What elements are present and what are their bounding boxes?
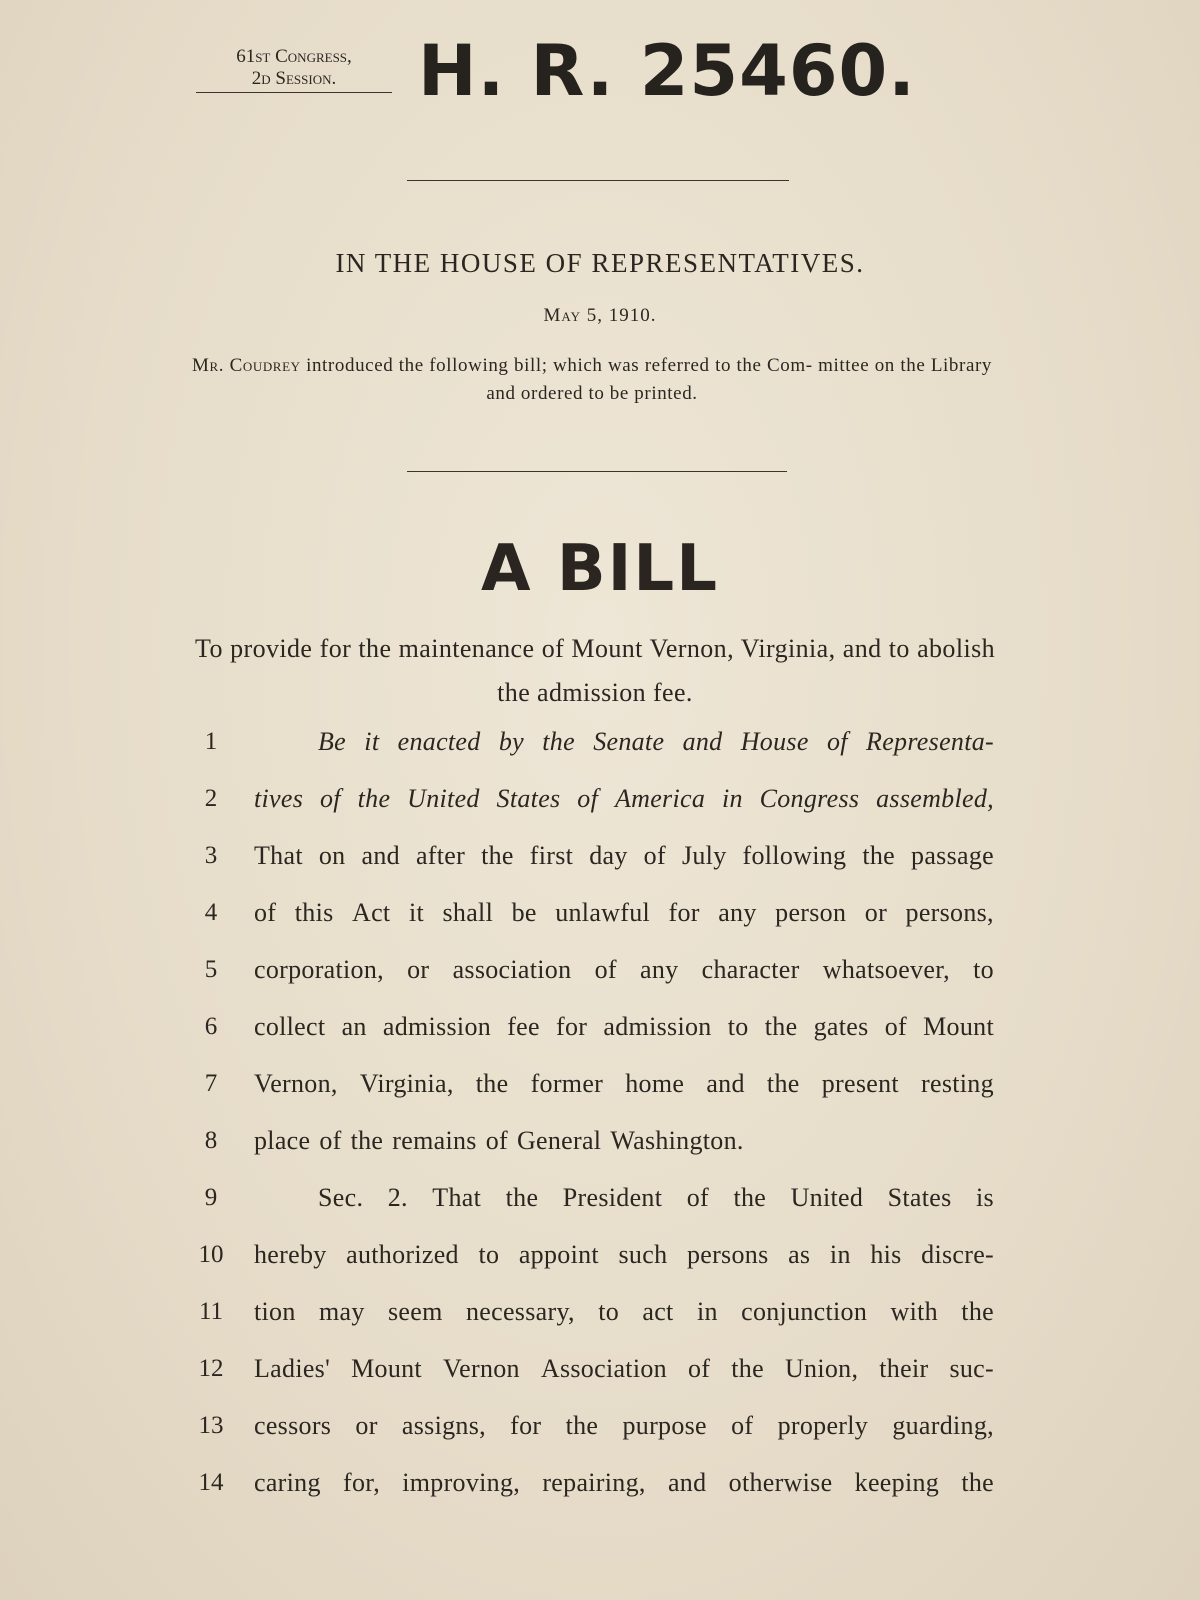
introduction — [192, 352, 992, 408]
line-number: 7 — [204, 1070, 218, 1097]
line-number: 4 — [204, 899, 218, 926]
introduction-line1: introduced the following bill; which was referred to the Com- — [306, 355, 813, 376]
bill-line — [0, 1178, 1200, 1218]
line-text: of this Act it shall be unlawful for any person or persons, — [254, 898, 994, 927]
bill-line — [0, 836, 1200, 876]
line-number: 1 — [204, 728, 218, 755]
bill-line — [0, 779, 1200, 819]
session-block — [196, 46, 392, 93]
line-text: tives of the United States of America in Congress assembled, — [254, 784, 994, 813]
bill-purpose — [195, 627, 995, 715]
bill-line — [0, 1121, 1200, 1161]
bill-line — [0, 950, 1200, 990]
line-text: tion may seem necessary, to act in conjunction with the — [254, 1297, 994, 1326]
bill-line — [0, 722, 1200, 762]
line-number: 6 — [204, 1013, 218, 1040]
line-number: 10 — [198, 1241, 224, 1268]
line-text: collect an admission fee for admission to the gates of Mount — [254, 1012, 994, 1041]
line-text: cessors or assigns, for the purpose of properly guarding, — [254, 1411, 994, 1440]
line-number: 14 — [198, 1469, 224, 1496]
congress-label: 61st Congress, — [236, 46, 352, 67]
sponsor-name: Mr. Coudrey — [192, 355, 301, 376]
line-text: caring for, improving, repairing, and otherwise keeping the — [254, 1468, 994, 1497]
line-number: 3 — [204, 842, 218, 869]
bill-line — [0, 1235, 1200, 1275]
bill-line — [0, 1064, 1200, 1104]
bill-number: H. R. 25460. — [418, 30, 916, 112]
line-text: Be it enacted by the Senate and House of Representa- — [318, 727, 994, 756]
line-number: 5 — [204, 956, 218, 983]
bill-line — [0, 1007, 1200, 1047]
bill-heading: A BILL — [481, 532, 719, 606]
line-number: 2 — [204, 785, 218, 812]
line-text: Sec. 2. That the President of the United States is — [318, 1183, 994, 1212]
purpose-line1: To provide for the maintenance of Mount Vernon, Virginia, and — [195, 634, 882, 663]
line-text: corporation, or association of any character whatsoever, to — [254, 955, 994, 984]
line-number: 8 — [204, 1127, 218, 1154]
introduction-line2: mittee on the Library and ordered to be printed. — [486, 355, 993, 404]
top-divider — [407, 180, 789, 181]
date-text: May 5, 1910. — [543, 305, 657, 326]
line-text: Ladies' Mount Vernon Association of the Union, their suc- — [254, 1354, 994, 1383]
bill-date — [0, 305, 1200, 327]
line-text: That on and after the first day of July following the passage — [254, 841, 994, 870]
line-number: 12 — [198, 1355, 224, 1382]
line-number: 13 — [198, 1412, 224, 1439]
bill-line — [0, 1406, 1200, 1446]
bill-line — [0, 1349, 1200, 1389]
line-text: hereby authorized to appoint such persons as in his discre- — [254, 1240, 994, 1269]
bill-line — [0, 1463, 1200, 1503]
bill-line — [0, 893, 1200, 933]
line-number: 9 — [204, 1184, 218, 1211]
house-heading: IN THE HOUSE OF REPRESENTATIVES. — [335, 248, 865, 278]
bill-line — [0, 1292, 1200, 1332]
session-label: 2d Session. — [251, 68, 337, 89]
line-number: 11 — [198, 1298, 224, 1325]
purpose-line2: to abolish the admission fee. — [497, 634, 995, 707]
middle-divider — [407, 471, 787, 472]
line-text: place of the remains of General Washington. — [254, 1126, 744, 1155]
line-text: Vernon, Virginia, the former home and the present resting — [254, 1069, 994, 1098]
